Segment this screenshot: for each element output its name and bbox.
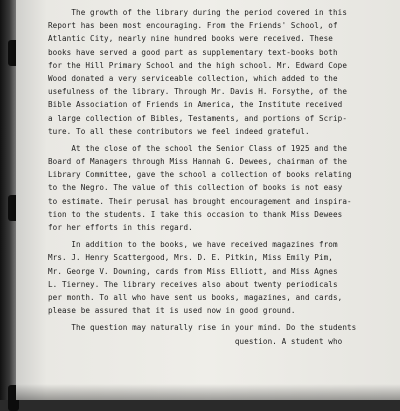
text-line: L. Tierney. The library receives also about twenty periodicals xyxy=(48,279,338,289)
text-line: question. A student who xyxy=(48,336,343,346)
text-line: In addition to the books, we have received magazines from xyxy=(48,240,338,250)
text-line: The question may naturally rise in your mind. Do the students xyxy=(48,323,357,333)
text-line: to the Negro. The value of this collection of books is not easy xyxy=(48,183,343,193)
text-line: please be assured that it is used now in good ground. xyxy=(48,306,296,316)
document-page xyxy=(16,0,400,400)
text-line: ture. To all these contributors we feel indeed grateful. xyxy=(48,126,310,136)
text-line: Wood donated a very serviceable collection, which added to the xyxy=(48,73,338,83)
text-line: Mr. George V. Downing, cards from Miss Elliott, and Miss Agnes xyxy=(48,266,338,276)
text-line: The growth of the library during the period covered in this xyxy=(48,8,347,17)
paragraph-4 xyxy=(48,321,388,347)
text-line: for her efforts in this regard. xyxy=(48,223,193,232)
text-line: a large collection of Bibles, Testaments, and portions of Scrip- xyxy=(48,113,347,123)
text-line: Bible Association of Friends in America, the Institute received xyxy=(48,100,343,110)
text-line: Report has been most encouraging. From the Friends' School, of xyxy=(48,21,338,31)
text-line: Atlantic City, nearly nine hundred books were received. These xyxy=(48,34,333,44)
paragraph-3 xyxy=(48,238,388,317)
text-line: Mrs. J. Henry Scattergood, Mrs. D. E. Pitkin, Miss Emily Pim, xyxy=(48,253,333,263)
text-line: books have served a good part as supplementary text-books both xyxy=(48,47,338,57)
text-line: to estimate. Their perusal has brought encouragement and inspira- xyxy=(48,196,352,206)
text-line: Board of Managers through Miss Hannah G. Dewees, chairman of the xyxy=(48,157,347,167)
text-line: Library Committee, gave the school a collection of books relating xyxy=(48,170,352,180)
document-body xyxy=(48,6,388,348)
scan-bottom-shadow xyxy=(16,384,400,400)
text-line: At the close of the school the Senior Class of 1925 and the xyxy=(48,143,347,153)
paragraph-1 xyxy=(48,6,388,138)
text-line: tion to the students. I take this occasion to thank Miss Dewees xyxy=(48,209,343,219)
text-line: per month. To all who have sent us books, magazines, and cards, xyxy=(48,292,343,302)
text-line: for the Hill Primary School and the high school. Mr. Edward Cope xyxy=(48,60,347,70)
paragraph-2 xyxy=(48,142,388,234)
text-line: usefulness of the library. Through Mr. Davis H. Forsythe, of the xyxy=(48,87,347,97)
